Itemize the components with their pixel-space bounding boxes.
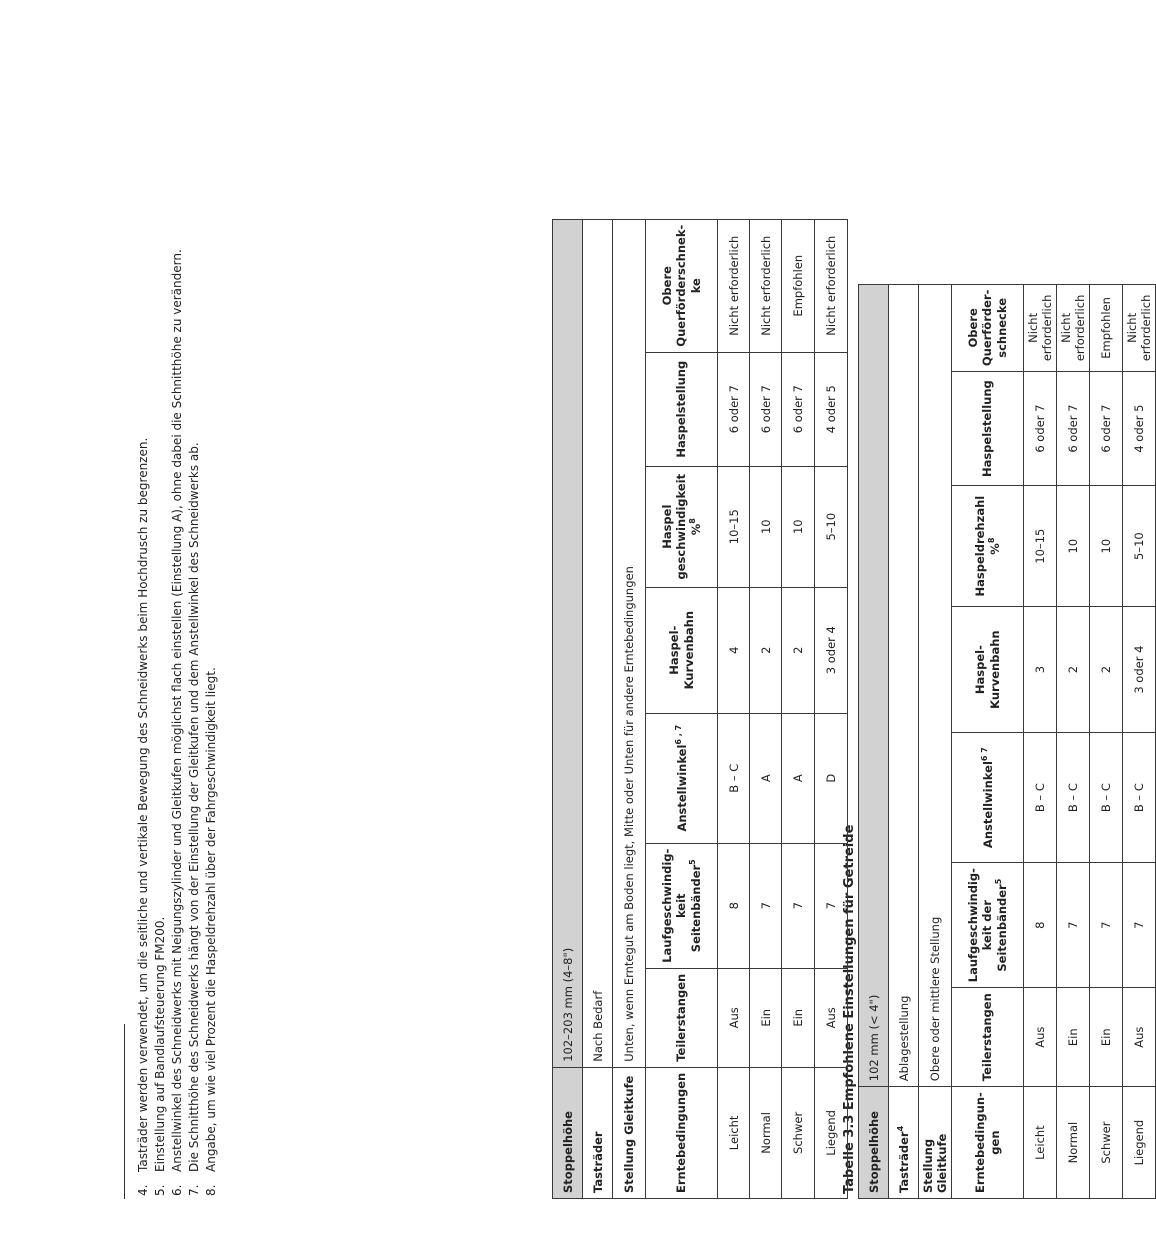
footnote-ref: 6 7	[979, 747, 989, 762]
footnote-text: Tasträder werden verwendet, um die seitliche und vertikale Bewegung des Schneidwerks beim Hochdrusch zu begrenzen.	[136, 437, 150, 1172]
table-cell: B – C	[1024, 733, 1057, 863]
column-header	[646, 843, 718, 968]
footnote-number: 8.	[204, 1184, 218, 1196]
table-row	[815, 219, 848, 1198]
setting-row	[613, 219, 646, 1198]
column-header-text: Haspeldrehzahl %	[972, 495, 1002, 597]
table-cell: 10	[782, 466, 815, 587]
setting-label	[613, 1067, 646, 1198]
table-cell: 2	[1090, 607, 1123, 733]
footnote-ref: 8	[987, 537, 997, 544]
footnote-number: 6.	[170, 1184, 184, 1196]
table-row	[1057, 284, 1090, 1198]
setting-row	[919, 284, 952, 1198]
table-cell: 6 oder 7	[718, 352, 750, 466]
table-cell: Schwer	[782, 1067, 815, 1198]
setting-label	[889, 1087, 919, 1199]
column-header-text: Anstellwinkel	[674, 744, 689, 832]
table-cell: 6 oder 7	[1057, 372, 1090, 486]
table-cell: Normal	[750, 1067, 782, 1198]
table-row	[1024, 284, 1057, 1198]
settings-table-2	[552, 219, 848, 1199]
footnote-ref: 8	[688, 518, 698, 524]
table-cell: 2	[782, 587, 815, 713]
setting-value: Obere oder mittlere Stellung	[919, 284, 952, 1087]
footnote-ref: 5	[994, 878, 1004, 885]
setting-row	[553, 219, 583, 1198]
footnote-number: 4.	[136, 1184, 150, 1196]
footnote	[204, 667, 218, 1196]
setting-value: 102–203 mm (4–8")	[553, 219, 583, 1067]
setting-label	[553, 1067, 583, 1198]
column-header-text: Erntebedingungen	[674, 1072, 689, 1193]
table-cell: Liegend	[1123, 1087, 1156, 1199]
column-header-text: Teilerstangen	[674, 973, 689, 1062]
column-header-text: Haspelstellung	[980, 380, 995, 478]
column-header	[646, 352, 718, 466]
column-header-text: Haspel-Kurvenbahn	[667, 610, 696, 690]
setting-label-text: Stoppelhöhe	[560, 1111, 575, 1193]
table-cell: Leicht	[1024, 1087, 1057, 1199]
table-row	[750, 219, 782, 1198]
setting-row	[889, 284, 919, 1198]
table-cell: A	[782, 713, 815, 843]
footnote-text: Anstellwinkel des Schneidwerks mit Neigungszylinder und Gleitkufen möglichst flach einstellen (Einstellung A), ohne dabei die Schnitthöhe zu verändern.	[170, 249, 184, 1172]
column-header	[952, 988, 1024, 1087]
table-cell: Empfohlen	[1090, 284, 1123, 371]
column-header	[646, 219, 718, 352]
table-cell: 4 oder 5	[815, 352, 848, 466]
table-row	[782, 219, 815, 1198]
footnote	[136, 438, 150, 1196]
footnote	[153, 917, 167, 1196]
table-cell: 7	[782, 843, 815, 968]
table-cell: Nicht erforderlich	[815, 219, 848, 352]
column-header-text: Anstellwinkel	[980, 761, 995, 849]
footnote-ref: 6 , 7	[673, 724, 683, 745]
table-cell: Ein	[1057, 988, 1090, 1087]
column-header	[646, 968, 718, 1067]
footnote-ref: 5	[688, 859, 698, 865]
column-header-text: Haspel geschwindigkeit %	[659, 473, 704, 580]
header-row	[952, 284, 1024, 1198]
table-cell: Ein	[1090, 988, 1123, 1087]
setting-label-text: Stoppelhöhe	[866, 1111, 881, 1193]
column-header-text: Laufgeschwindig-keit der Seitenbänder	[965, 868, 1010, 983]
table-cell: 7	[1057, 863, 1090, 988]
setting-row	[583, 219, 613, 1198]
column-header	[646, 1067, 718, 1198]
header-row	[646, 219, 718, 1198]
setting-label	[919, 1087, 952, 1199]
table-cell: Nicht erforderlich	[750, 219, 782, 352]
footnote-divider	[124, 1024, 125, 1199]
column-header	[952, 733, 1024, 863]
table-cell: Aus	[1024, 988, 1057, 1087]
column-header	[952, 284, 1024, 371]
table-cell: D	[815, 713, 848, 843]
table-row	[1123, 284, 1156, 1198]
table-row	[1090, 284, 1123, 1198]
column-header-text: Erntebedingun-gen	[973, 1092, 1002, 1193]
table-cell: Aus	[1123, 988, 1156, 1087]
table-cell: 7	[1123, 863, 1156, 988]
table-cell: 4 oder 5	[1123, 372, 1156, 486]
table-cell: 10–15	[718, 466, 750, 587]
table-cell: 3	[1024, 607, 1057, 733]
column-header	[646, 587, 718, 713]
table-cell: Nicht erforderlich	[1024, 284, 1057, 371]
table-cell: 5–10	[1123, 486, 1156, 607]
footnote-text: Einstellung auf Bandlaufsteuerung FM200.	[153, 916, 167, 1172]
table-cell: 3 oder 4	[1123, 607, 1156, 733]
table-cell: 7	[1090, 863, 1123, 988]
footnote-number: 7.	[187, 1184, 201, 1196]
table-cell: 6 oder 7	[782, 352, 815, 466]
table-cell: 7	[815, 843, 848, 968]
table-cell: 10	[750, 466, 782, 587]
setting-value: Nach Bedarf	[583, 219, 613, 1067]
setting-label-text: Stellung Gleitkufe	[921, 1133, 949, 1193]
table-cell: B – C	[1057, 733, 1090, 863]
settings-table-1	[858, 284, 1156, 1199]
footnote-ref: 4	[896, 1125, 906, 1132]
table-cell: 6 oder 7	[1090, 372, 1123, 486]
table-cell: 2	[1057, 607, 1090, 733]
table-cell: 6 oder 7	[750, 352, 782, 466]
table-cell: 10–15	[1024, 486, 1057, 607]
table-cell: 7	[750, 843, 782, 968]
table-cell: B – C	[1123, 733, 1156, 863]
column-header	[952, 607, 1024, 733]
footnote-text: Angabe, um wie viel Prozent die Haspeldrehzahl über der Fahrgeschwindigkeit liegt.	[204, 667, 218, 1172]
footnote-number: 5.	[153, 1184, 167, 1196]
column-header	[952, 372, 1024, 486]
table-cell: Ein	[782, 968, 815, 1067]
column-header-text: Obere Querförderschnek-ke	[659, 224, 703, 347]
table-row	[718, 219, 750, 1198]
setting-label	[859, 1087, 889, 1199]
table-cell: 5–10	[815, 466, 848, 587]
table-cell: Nicht erforderlich	[1123, 284, 1156, 371]
footnote	[170, 249, 184, 1196]
table-cell: 10	[1090, 486, 1123, 607]
table-cell: Leicht	[718, 1067, 750, 1198]
column-header-text: Haspel-Kurvenbahn	[973, 630, 1002, 709]
footnote	[187, 442, 201, 1196]
table-cell: B – C	[1090, 733, 1123, 863]
table-cell: 6 oder 7	[1024, 372, 1057, 486]
setting-value: Ablagestellung	[889, 284, 919, 1087]
setting-value: Unten, wenn Erntegut am Boden liegt, Mitte oder Unten für andere Erntebedingungen	[613, 219, 646, 1067]
column-header-text: Laufgeschwindig-keit Seitenbänder	[659, 848, 704, 963]
column-header-text: Teilerstangen	[980, 993, 995, 1082]
column-header	[646, 713, 718, 843]
column-header	[646, 466, 718, 587]
column-header-text: Obere Querförder-schnecke	[965, 289, 1009, 367]
table-cell: 2	[750, 587, 782, 713]
table-cell: 8	[718, 843, 750, 968]
table-cell: 8	[1024, 863, 1057, 988]
table-cell: Schwer	[1090, 1087, 1123, 1199]
column-header	[952, 486, 1024, 607]
column-header-text: Haspelstellung	[674, 360, 689, 458]
setting-label	[583, 1067, 613, 1198]
column-header	[952, 863, 1024, 988]
table-cell: 4	[718, 587, 750, 713]
table-cell: Nicht erforderlich	[718, 219, 750, 352]
table-cell: Empfohlen	[782, 219, 815, 352]
setting-label-text: Tasträder	[590, 1131, 605, 1193]
table-cell: Aus	[815, 968, 848, 1067]
table-cell: B – C	[718, 713, 750, 843]
table-caption: Tabelle 3.3 Empfohlene Einstellungen für Getreide	[842, 824, 857, 1194]
table-cell: A	[750, 713, 782, 843]
table-cell: Normal	[1057, 1087, 1090, 1199]
column-header	[952, 1087, 1024, 1199]
table-cell: Liegend	[815, 1067, 848, 1198]
table-cell: 3 oder 4	[815, 587, 848, 713]
table-cell: 10	[1057, 486, 1090, 607]
setting-value: 102 mm (< 4")	[859, 284, 889, 1087]
footnote-text: Die Schnitthöhe des Schneidwerks hängt von der Einstellung der Gleitkufen und dem Anstellwinkel des Schneidwerks ab.	[187, 442, 201, 1172]
table-cell: Aus	[718, 968, 750, 1067]
setting-label-text: Stellung Gleitkufe	[622, 1075, 636, 1193]
table-cell: Ein	[750, 968, 782, 1067]
table-cell: Nicht erforderlich	[1057, 284, 1090, 371]
setting-label-text: Tasträder	[896, 1131, 911, 1193]
setting-row	[859, 284, 889, 1198]
